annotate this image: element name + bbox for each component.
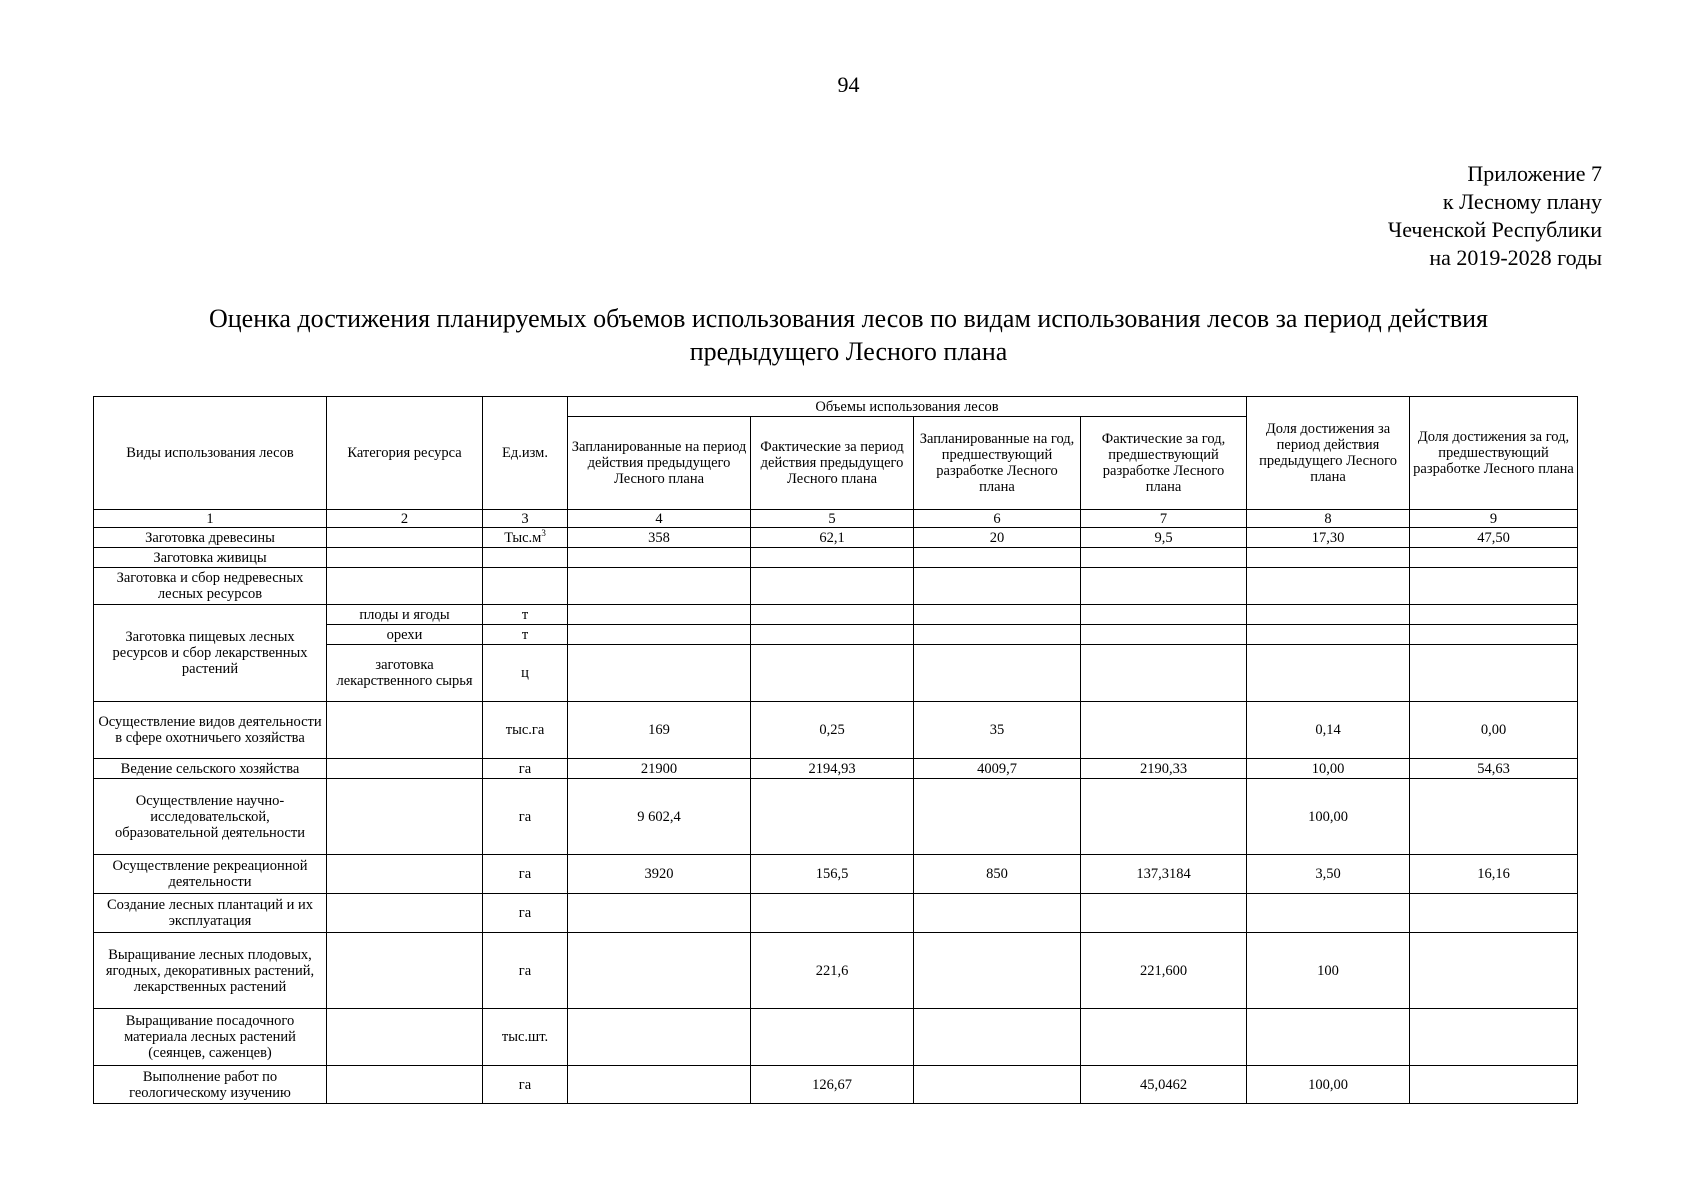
row-value bbox=[1410, 1066, 1578, 1104]
row-value: 0,25 bbox=[751, 702, 914, 759]
row-value: 20 bbox=[914, 528, 1081, 548]
table-row bbox=[94, 1066, 1578, 1104]
header-row bbox=[94, 397, 1578, 417]
table-row bbox=[94, 894, 1578, 933]
table-row bbox=[94, 759, 1578, 779]
row-name: Заготовка пищевых лесных ресурсов и сбор лекарственных растений bbox=[94, 605, 327, 702]
header-resource-category: Категория ресурса bbox=[327, 397, 483, 510]
row-value bbox=[914, 1066, 1081, 1104]
row-value bbox=[1081, 702, 1247, 759]
table-row bbox=[94, 548, 1578, 568]
row-value: 0,14 bbox=[1247, 702, 1410, 759]
row-value: 221,600 bbox=[1081, 933, 1247, 1009]
row-value: 16,16 bbox=[1410, 855, 1578, 894]
column-number: 4 bbox=[568, 510, 751, 528]
row-name: Осуществление рекреационной деятельности bbox=[94, 855, 327, 894]
row-name: Выращивание лесных плодовых, ягодных, декоративных растений, лекарственных растений bbox=[94, 933, 327, 1009]
row-name: Заготовка древесины bbox=[94, 528, 327, 548]
row-value bbox=[568, 933, 751, 1009]
row-value: 169 bbox=[568, 702, 751, 759]
row-value: 2190,33 bbox=[1081, 759, 1247, 779]
column-number: 2 bbox=[327, 510, 483, 528]
document-title bbox=[120, 302, 1577, 368]
row-name: Создание лесных плантаций и их эксплуатация bbox=[94, 894, 327, 933]
row-value: 54,63 bbox=[1410, 759, 1578, 779]
header-achievement-period: Доля достижения за период действия предыдущего Лесного плана bbox=[1247, 397, 1410, 510]
row-value: 0,00 bbox=[1410, 702, 1578, 759]
row-name: Ведение сельского хозяйства bbox=[94, 759, 327, 779]
forest-use-table bbox=[93, 396, 1578, 1104]
row-unit: ц bbox=[483, 645, 568, 702]
row-value: 9,5 bbox=[1081, 528, 1247, 548]
row-unit: га bbox=[483, 894, 568, 933]
row-unit: тыс.га bbox=[483, 702, 568, 759]
row-category: заготовка лекарственного сырья bbox=[327, 645, 483, 702]
row-value: 21900 bbox=[568, 759, 751, 779]
row-value: 358 bbox=[568, 528, 751, 548]
row-unit: га bbox=[483, 855, 568, 894]
row-value bbox=[914, 933, 1081, 1009]
table-row bbox=[94, 1009, 1578, 1066]
row-unit: га bbox=[483, 1066, 568, 1104]
column-number: 8 bbox=[1247, 510, 1410, 528]
row-unit: т bbox=[483, 605, 568, 625]
column-number: 1 bbox=[94, 510, 327, 528]
row-category bbox=[327, 528, 483, 548]
table-row bbox=[94, 779, 1578, 855]
row-name: Выполнение работ по геологическому изучению bbox=[94, 1066, 327, 1104]
row-value bbox=[751, 779, 914, 855]
table-row bbox=[94, 702, 1578, 759]
header-actual-period: Фактические за период действия предыдущего Лесного плана bbox=[751, 417, 914, 510]
header-volumes-group: Объемы использования лесов bbox=[568, 397, 1247, 417]
column-number: 3 bbox=[483, 510, 568, 528]
row-value: 850 bbox=[914, 855, 1081, 894]
column-number: 7 bbox=[1081, 510, 1247, 528]
column-number: 6 bbox=[914, 510, 1081, 528]
header-actual-year: Фактические за год, предшествующий разработке Лесного плана bbox=[1081, 417, 1247, 510]
appendix-line: на 2019-2028 годы bbox=[1429, 245, 1602, 270]
row-value: 10,00 bbox=[1247, 759, 1410, 779]
appendix-line: к Лесному плану bbox=[1442, 189, 1602, 214]
row-unit: га bbox=[483, 933, 568, 1009]
row-category: орехи bbox=[327, 625, 483, 645]
row-value bbox=[1410, 933, 1578, 1009]
header-forest-use-type: Виды использования лесов bbox=[94, 397, 327, 510]
table-row bbox=[94, 528, 1578, 548]
row-value bbox=[568, 1066, 751, 1104]
row-category: плоды и ягоды bbox=[327, 605, 483, 625]
row-name: Заготовка и сбор недревесных лесных ресурсов bbox=[94, 568, 327, 605]
row-unit: т bbox=[483, 625, 568, 645]
row-name: Осуществление видов деятельности в сфере охотничьего хозяйства bbox=[94, 702, 327, 759]
row-name: Выращивание посадочного материала лесных растений (сеянцев, саженцев) bbox=[94, 1009, 327, 1066]
row-value: 100,00 bbox=[1247, 779, 1410, 855]
row-unit: га bbox=[483, 759, 568, 779]
row-value: 45,0462 bbox=[1081, 1066, 1247, 1104]
header-unit: Ед.изм. bbox=[483, 397, 568, 510]
row-unit: $Тыс.м^3$ bbox=[483, 528, 568, 548]
appendix-line: Чеченской Республики bbox=[1387, 217, 1602, 242]
column-number: 5 bbox=[751, 510, 914, 528]
row-value: 156,5 bbox=[751, 855, 914, 894]
table-row bbox=[94, 933, 1578, 1009]
table-row bbox=[94, 855, 1578, 894]
row-value: 17,30 bbox=[1247, 528, 1410, 548]
column-number-row bbox=[94, 510, 1578, 528]
row-value bbox=[1410, 779, 1578, 855]
header-achievement-year: Доля достижения за год, предшествующий разработке Лесного плана bbox=[1410, 397, 1578, 510]
column-number: 9 bbox=[1410, 510, 1578, 528]
row-value: 62,1 bbox=[751, 528, 914, 548]
page-number: 94 bbox=[837, 72, 860, 97]
title-line: Оценка достижения планируемых объемов использования лесов по видам использования лесов за период действия bbox=[208, 304, 1489, 333]
header-planned-period: Запланированные на период действия предыдущего Лесного плана bbox=[568, 417, 751, 510]
header-planned-year: Запланированные на год, предшествующий разработке Лесного плана bbox=[914, 417, 1081, 510]
row-value: 100,00 bbox=[1247, 1066, 1410, 1104]
row-value: 221,6 bbox=[751, 933, 914, 1009]
row-value bbox=[914, 779, 1081, 855]
row-value: 47,50 bbox=[1410, 528, 1578, 548]
row-value bbox=[1081, 779, 1247, 855]
row-unit: га bbox=[483, 779, 568, 855]
appendix-note bbox=[1388, 160, 1602, 272]
row-name: Осуществление научно-исследовательской, образовательной деятельности bbox=[94, 779, 327, 855]
table-row bbox=[94, 605, 1578, 625]
row-value: 35 bbox=[914, 702, 1081, 759]
row-value: 9 602,4 bbox=[568, 779, 751, 855]
appendix-line: Приложение 7 bbox=[1467, 161, 1602, 186]
row-value: 4009,7 bbox=[914, 759, 1081, 779]
row-unit: тыс.шт. bbox=[483, 1009, 568, 1066]
row-value: 3,50 bbox=[1247, 855, 1410, 894]
row-value: 126,67 bbox=[751, 1066, 914, 1104]
title-line: предыдущего Лесного плана bbox=[689, 337, 1008, 366]
row-value: 2194,93 bbox=[751, 759, 914, 779]
row-value: 3920 bbox=[568, 855, 751, 894]
row-name: Заготовка живицы bbox=[94, 548, 327, 568]
row-value: 137,3184 bbox=[1081, 855, 1247, 894]
table-row bbox=[94, 568, 1578, 605]
row-value: 100 bbox=[1247, 933, 1410, 1009]
